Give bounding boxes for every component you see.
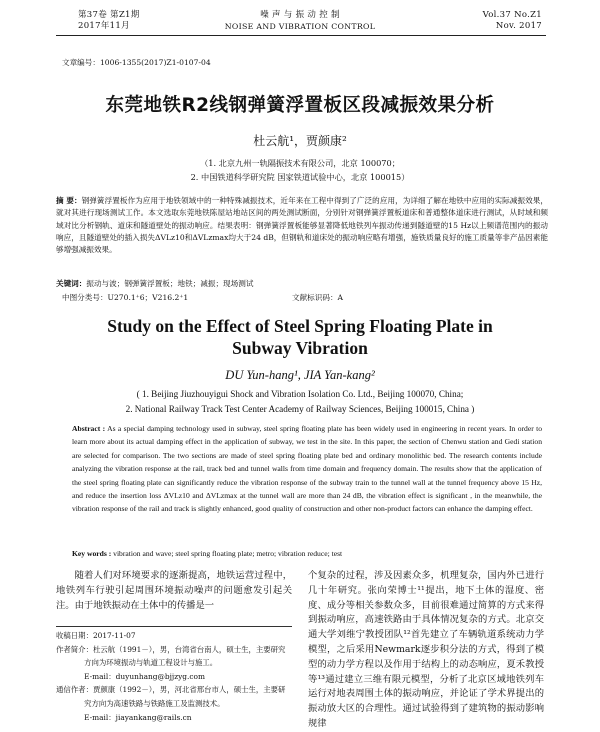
zh-abstract-text: 钢弹簧浮置板作为应用于地铁领域中的一种特殊减振技术，近年来在工程中得到了广泛的应用，为详细了解在地铁中应用的实际减振效果，就对其进行现场测试工作。本文选取东莞地铁陈屋站地站区间的两处测试断面，分别针对钢弹簧浮置板道床和普通整体道床进行测试，从时域和频域对比分析钢轨、道床和隧道壁处的振动响应。结果表明：钢弹簧浮置板能够显著降低地铁列车振动传递到隧道壁的15 Hz以上频谱范围内的振动响应，且隧道壁处的插入损失ΔVLz10和ΔVLzmax均大于24 dB，但钢轨和道床处的振动响应略有增强，施铁质量良好的施工质量等非产品因素能够增强减振效果。	[56, 196, 548, 255]
header-journal-zh: 噪 声 与 振 动 控 制	[260, 10, 340, 20]
en-abstract-text: As a special damping technology used in subway, steel spring floating plate has been widely used in engineering in recent years. In order to learn more about its actual damping effect in the application of subway, we test in the site. In this paper, the section of Chenwu station and Gedi station are selected for comparison. The two sections are made of steel spring floating plate bed and ordinary monolithic bed. The research contents include analyzing the vibration response at the rail, track bed and tunnel walls from time domain and frequency domain. The results show that the application of the steel spring floating plate can significantly reduce the vibration response of the subway train to the tunnel wall at the tunnel frequency above 15 Hz, and reduce the insertion loss ΔVLz10 and ΔVLzmax at the tunnel wall are more than 24 dB, the vibration effect is significant , in the meanwhile, the vibration response of the rail and track is slightly enhanced, good quality of construction and other non-product factors can enhance the damping effect.	[72, 424, 542, 514]
en-keywords-label: Key words :	[72, 549, 112, 558]
header-center	[190, 10, 410, 32]
footnote-received: 收稿日期：2017-11-07	[56, 631, 136, 640]
zh-abstract	[56, 195, 548, 256]
footnotes	[56, 629, 292, 724]
en-abstract-label: Abstract :	[72, 424, 106, 433]
en-title-line-2: Subway Vibration	[232, 338, 368, 358]
header-volume: 第37卷 第Z1期	[78, 10, 140, 20]
body-right-column: 个复杂的过程，涉及因素众多，机理复杂，国内外已进行几十年研究。张向荣博士¹¹提出，地下土体的湿度、密度、成分等相关参数众多，目前很难通过简算的方式来得到振动响应，高速铁路由于具体情况复杂的方式。北京交通大学刘维宁教授团队¹²首先建立了车辆轨道系统动力学模型，之后采用Newmark逐步积分法的方式，得到了模型的动力学方程以及作用于结构上的动态响应，夏禾教授等¹³通过建立三维有限元模型，分析了北京区域地铁列车运行对地表周围土体的振动响应，并论证了学术界提出的振动放大区的合理性。通过试验得到了建筑物的振动影响规律	[308, 570, 544, 729]
en-title	[0, 315, 600, 359]
footnote-email-2: E-mail：jiayankang@rails.cn	[84, 712, 192, 722]
article-id: 文章编号：1006-1355(2017)Z1-0107-04	[62, 58, 211, 67]
en-keywords-text: vibration and wave; steel spring floating plate; metro; vibration reduce; test	[113, 549, 343, 558]
footnote-rule	[56, 626, 292, 627]
footnote-email-1: E-mail：duyunhang@bjjzyg.com	[84, 671, 205, 681]
en-authors: DU Yun-hang¹, JIA Yan-kang²	[225, 368, 375, 382]
header-journal-en: NOISE AND VIBRATION CONTROL	[224, 22, 376, 31]
zh-keywords-text: 振动与波；钢弹簧浮置板；地铁；减振；现场测试	[86, 279, 254, 288]
footnote-author-1: 作者简介：杜云航（1991－），男，台湾省台南人，硕士生，主要研究方向为环境振动与轨道工程设计与施工。	[56, 644, 286, 668]
zh-authors: 杜云航¹，贾颜康²	[253, 134, 347, 148]
header-rule	[56, 35, 546, 36]
en-title-line-1: Study on the Effect of Steel Spring Floating Plate in	[107, 316, 493, 336]
header-date: 2017年11月	[78, 21, 130, 31]
en-keywords	[72, 547, 542, 560]
zh-class-number: 中图分类号：U270.1⁺6；V216.2⁺1	[62, 293, 189, 302]
header-right	[450, 10, 542, 32]
zh-keywords-label: 关键词：	[56, 279, 87, 288]
en-affiliation-1: ( 1. Beijing Jiuzhouyigui Shock and Vibration Isolation Co. Ltd., Beijing 100070, China;	[136, 389, 464, 399]
header-date-en: Nov. 2017	[495, 21, 542, 31]
header-volume-en: Vol.37 No.Z1	[482, 10, 542, 20]
footnote-author-2: 通信作者：贾颜康（1992－），男，河北省邢台市人，硕士生，主要研究方向为高速铁路与铁路施工及监测技术。	[56, 685, 286, 708]
zh-doc-code: 文献标识码：A	[292, 293, 344, 302]
body-left-column: 随着人们对环境要求的逐渐提高，地铁运营过程中，地铁列车行驶引起周围环境振动噪声的问题愈发引起关注。由于地铁振动在土体中的传播是一	[56, 570, 292, 611]
header-left	[78, 10, 178, 32]
zh-affiliation-2: 2. 中国铁道科学研究院 国家铁道试验中心，北京 100015）	[190, 172, 410, 182]
en-affiliation-2: 2. National Railway Track Test Center Academy of Railway Sciences, Beijing 100015, China )	[125, 404, 475, 414]
zh-abstract-label: 摘 要：	[56, 196, 82, 205]
zh-keywords	[56, 278, 548, 290]
zh-title: 东莞地铁R2线钢弹簧浮置板区段减振效果分析	[105, 95, 495, 116]
en-abstract	[72, 422, 542, 516]
zh-affiliation-1: （1. 北京九州一轨隔振技术有限公司，北京 100070；	[200, 158, 400, 168]
